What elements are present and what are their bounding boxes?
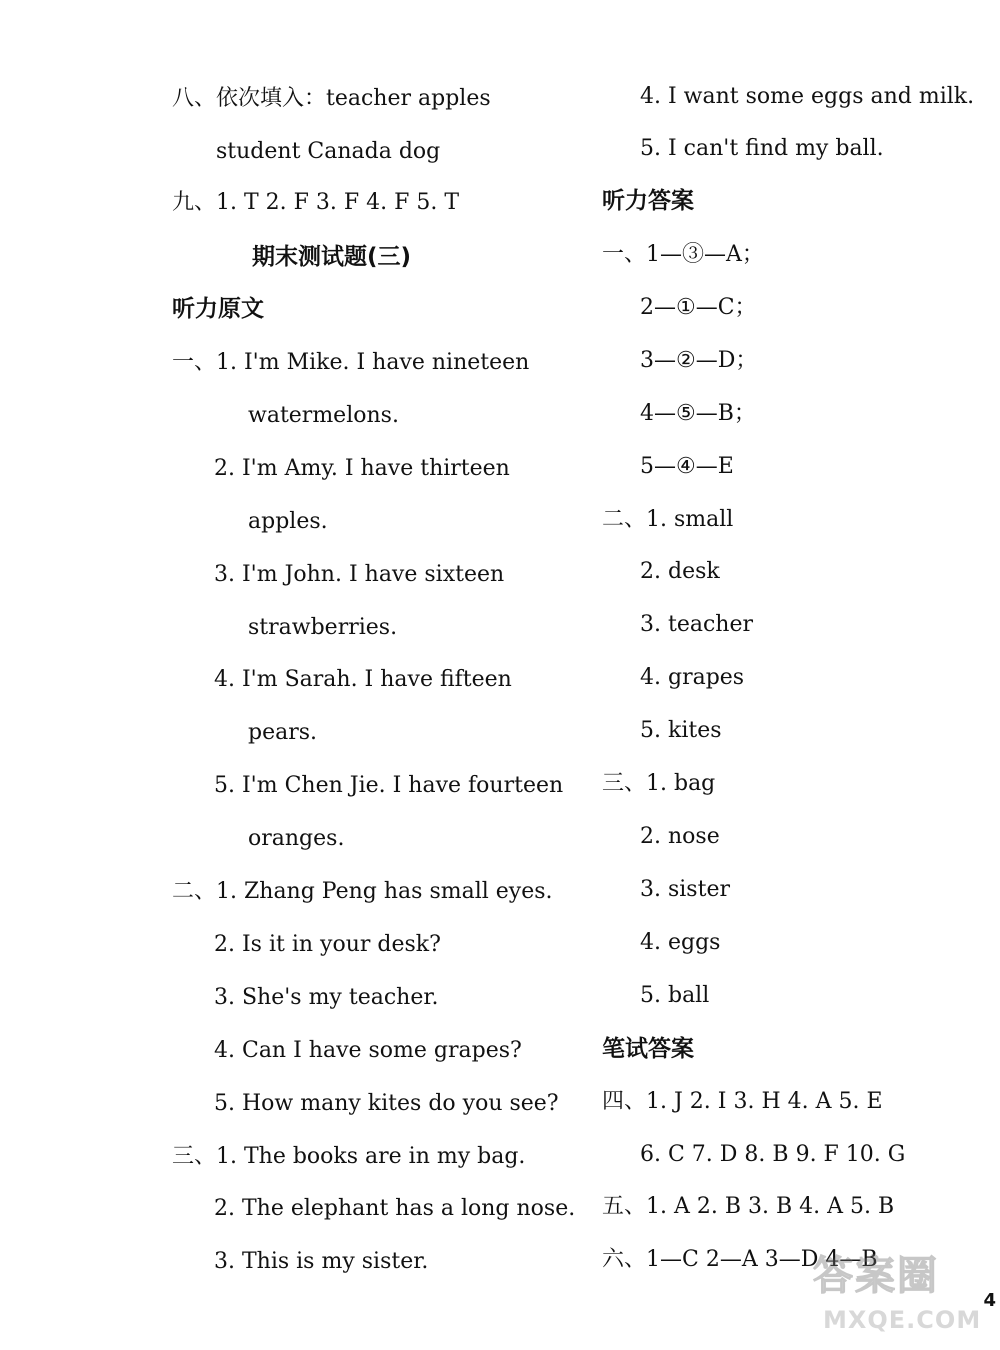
listening-answer-line: 2. desk xyxy=(640,559,720,585)
listening-answer-line: 5. ball xyxy=(640,982,710,1008)
listening-script-line: 3. This is my sister. xyxy=(214,1249,429,1275)
listening-script-line: strawberries. xyxy=(248,614,398,640)
listening-answer-line: 3—②—D； xyxy=(640,347,758,373)
listening-script-line: 一、1. I'm Mike. I have nineteen xyxy=(172,350,530,375)
written-answer-line: 6. C 7. D 8. B 9. F 10. G xyxy=(640,1141,906,1167)
listening-script-line: 二、1. Zhang Peng has small eyes. xyxy=(172,879,553,904)
listening-script-line: 4. Can I have some grapes? xyxy=(214,1037,522,1063)
listening-script-line: 3. I'm John. I have sixteen xyxy=(214,561,505,587)
listening-script-heading: 听力原文 xyxy=(172,296,264,322)
listening-script-line: 4. I'm Sarah. I have fifteen xyxy=(214,667,512,693)
section-8-line-2: student Canada dog xyxy=(216,139,441,164)
listening-script-line: 5. How many kites do you see? xyxy=(214,1090,559,1116)
written-answer-line: 四、1. J 2. I 3. H 4. A 5. E xyxy=(602,1089,883,1114)
listening-answer-line: 二、1. small xyxy=(602,506,734,532)
listening-script-line: apples. xyxy=(248,508,328,534)
listening-answer-line: 2. nose xyxy=(640,823,720,849)
listening-script-line: 5. I'm Chen Jie. I have fourteen xyxy=(214,773,564,799)
listening-answer-line: 5. kites xyxy=(640,718,722,744)
listening-script-line: 4. I want some eggs and milk. xyxy=(640,84,975,109)
written-answer-line: 五、1. A 2. B 3. B 4. A 5. B xyxy=(602,1194,895,1219)
written-answers-heading: 笔试答案 xyxy=(602,1036,694,1062)
listening-answer-line: 5—④—E xyxy=(640,453,734,479)
listening-script-line: 2. Is it in your desk? xyxy=(214,931,441,957)
right-column xyxy=(590,0,1000,1300)
listening-script-line: oranges. xyxy=(248,826,345,852)
section-8-line-1: 八、依次填入：teacher apples xyxy=(172,86,491,111)
test-title: 期末测试题(三) xyxy=(252,244,412,270)
listening-answer-line: 三、1. bag xyxy=(602,771,716,796)
listening-answer-line: 4. grapes xyxy=(640,665,745,691)
listening-script-line: pears. xyxy=(248,720,318,746)
listening-script-line: 3. She's my teacher. xyxy=(214,984,439,1010)
listening-script-line: watermelons. xyxy=(248,402,399,428)
listening-answer-line: 3. teacher xyxy=(640,612,753,638)
section-9-answers: 九、1. T 2. F 3. F 4. F 5. T xyxy=(172,190,460,215)
listening-answers-heading: 听力答案 xyxy=(602,188,694,214)
page-number: 4 xyxy=(983,1290,996,1311)
watermark-url: MXQE.COM xyxy=(823,1306,982,1334)
listening-answer-line: 4—⑤—B； xyxy=(640,400,756,426)
listening-script-line: 2. I'm Amy. I have thirteen xyxy=(214,455,510,481)
listening-script-line: 2. The elephant has a long nose. xyxy=(214,1196,576,1222)
listening-answer-line: 2—①—C； xyxy=(640,294,757,320)
watermark-logo-text: 答案圈 xyxy=(813,1253,939,1299)
written-answer-line: 六、1—C 2—A 3—D 4—B xyxy=(602,1246,878,1272)
listening-answer-line: 一、1—③—A； xyxy=(602,242,764,267)
listening-script-line: 5. I can't find my ball. xyxy=(640,136,884,161)
listening-answer-line: 3. sister xyxy=(640,876,730,902)
listening-script-line: 三、1. The books are in my bag. xyxy=(172,1143,526,1169)
listening-answer-line: 4. eggs xyxy=(640,929,721,955)
